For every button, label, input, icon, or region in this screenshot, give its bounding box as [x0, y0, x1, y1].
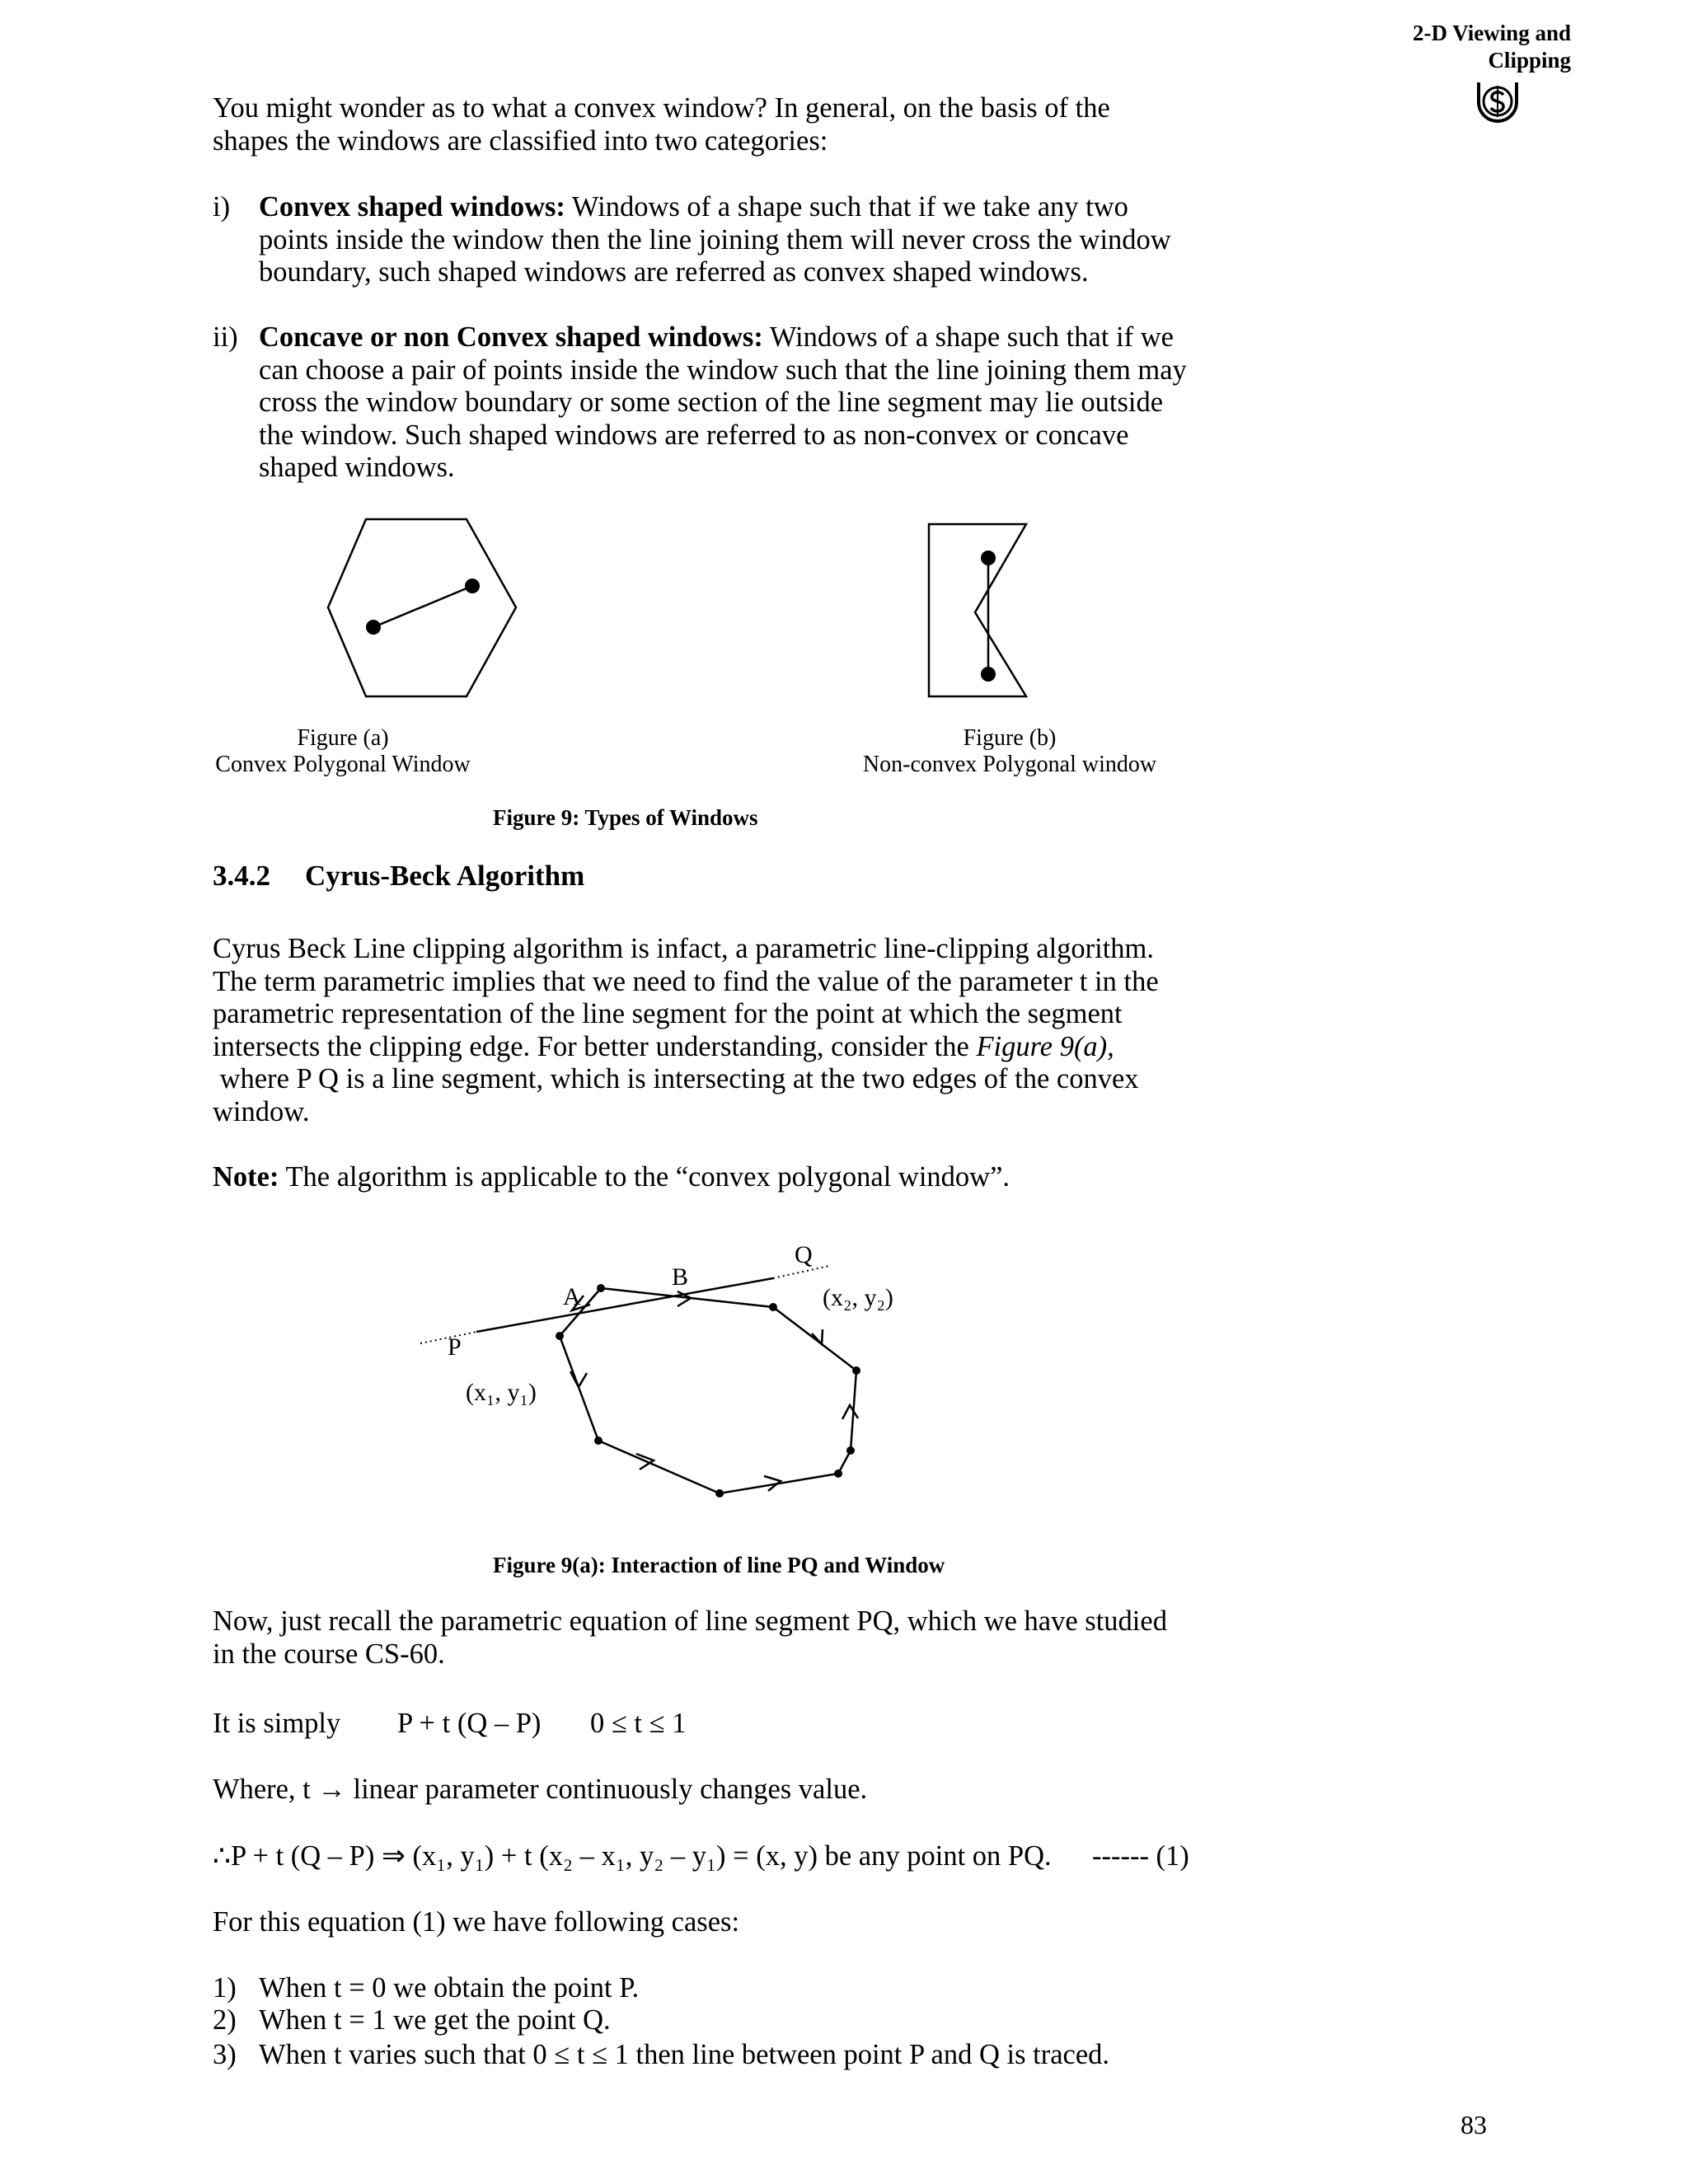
- cases-intro: For this equation (1) we have following cases:: [213, 1906, 740, 1938]
- section-title: Cyrus-Beck Algorithm: [305, 860, 585, 892]
- case-number: 3): [213, 2039, 237, 2070]
- list-number: ii): [213, 321, 238, 353]
- intro-line: shapes the windows are classified into two categories:: [213, 124, 828, 157]
- list-line: cross the window boundary or some section of the line segment may lie outside: [259, 387, 1164, 418]
- recall-paragraph: [213, 1605, 1167, 1671]
- para-line: Cyrus Beck Line clipping algorithm is infact, a parametric line-clipping algorithm.: [213, 933, 1155, 964]
- parametric-expression: P + t (Q – P): [397, 1708, 542, 1739]
- list-line: Windows of a shape such that if we take any two: [565, 191, 1128, 223]
- recall-line: in the course CS-60.: [213, 1638, 445, 1670]
- page-number: 83: [1461, 2110, 1487, 2139]
- intro-line: You might wonder as to what a convex window? In general, on the basis of the: [213, 92, 1110, 124]
- caption-line: Figure (a): [297, 725, 389, 751]
- coord-p: (x₁, y₁): [466, 1379, 537, 1406]
- list-line: boundary, such shaped windows are referred as convex shaped windows.: [259, 256, 1089, 288]
- para-line: window.: [213, 1095, 310, 1127]
- case-text: When t = 0 we obtain the point P.: [259, 1972, 640, 2004]
- figure-9-title: Figure 9: Types of Windows: [493, 805, 758, 830]
- list-line: can choose a pair of points inside the window such that the line joining them may: [259, 354, 1187, 386]
- figure-9a-title: Figure 9(a): Interaction of line PQ and Window: [493, 1553, 945, 1577]
- label-p: P: [448, 1333, 462, 1361]
- where-line: Where, t → linear parameter continuously changes value.: [213, 1774, 868, 1805]
- line-pq: [476, 1278, 773, 1332]
- edge-direction-arrows: [570, 1291, 858, 1491]
- label-a: A: [563, 1283, 581, 1310]
- equation-tag: ------ (1): [1092, 1840, 1189, 1872]
- section-number: 3.4.2: [213, 860, 270, 892]
- term-concave: Concave or non Convex shaped windows:: [259, 321, 763, 353]
- window-vertices: [556, 1284, 860, 1497]
- recall-line: Now, just recall the parametric equation of line segment PQ, which we have studied: [213, 1605, 1167, 1637]
- note-label: Note:: [213, 1161, 279, 1193]
- case-number: 1): [213, 1972, 237, 2004]
- para-line: The term parametric implies that we need to find the value of the parameter t in the: [213, 965, 1159, 997]
- case-number: 2): [213, 2004, 237, 2036]
- para-line: where P Q is a line segment, which is intersecting at the two edges of the convex: [213, 1063, 1139, 1094]
- label-q: Q: [795, 1241, 813, 1268]
- list-number: i): [213, 191, 231, 223]
- list-line: shaped windows.: [259, 452, 455, 483]
- equation-line: ∴P + t (Q – P) ⇒ (x₁, y₁) + t (x₂ – x₁, y₂ – y₁) = (x, y) be any point on PQ.: [213, 1840, 1052, 1872]
- caption-line: Non-convex Polygonal window: [862, 752, 1157, 777]
- parameter-range: 0 ≤ t ≤ 1: [590, 1708, 687, 1739]
- list-line: points inside the window then the line joining them will never cross the window: [259, 223, 1171, 255]
- list-line: the window. Such shaped windows are referred to as non-convex or concave: [259, 419, 1129, 451]
- list-line: Windows of a shape such that if we: [762, 321, 1174, 353]
- caption-line: Convex Polygonal Window: [215, 752, 471, 777]
- label-b: B: [672, 1263, 689, 1291]
- coord-q: (x₂, y₂): [823, 1284, 893, 1311]
- simply-label: It is simply: [213, 1708, 341, 1739]
- case-text: When t varies such that 0 ≤ t ≤ 1 then line between point P and Q is traced.: [259, 2039, 1110, 2070]
- case-text: When t = 1 we get the point Q.: [259, 2004, 611, 2036]
- header-title-line1: 2-D Viewing and: [1412, 21, 1571, 45]
- convex-window-outline: [560, 1288, 856, 1493]
- para-line: parametric representation of the line segment for the point at which the segment: [213, 998, 1123, 1029]
- header-title-line2: Clipping: [1488, 48, 1571, 73]
- note-text: The algorithm is applicable to the “convex polygonal window”.: [279, 1161, 1010, 1193]
- caption-line: Figure (b): [963, 725, 1057, 751]
- term-convex: Convex shaped windows:: [259, 191, 565, 223]
- figure-reference: Figure 9(a),: [976, 1030, 1114, 1062]
- para-line: intersects the clipping edge. For better understanding, consider the: [213, 1030, 977, 1062]
